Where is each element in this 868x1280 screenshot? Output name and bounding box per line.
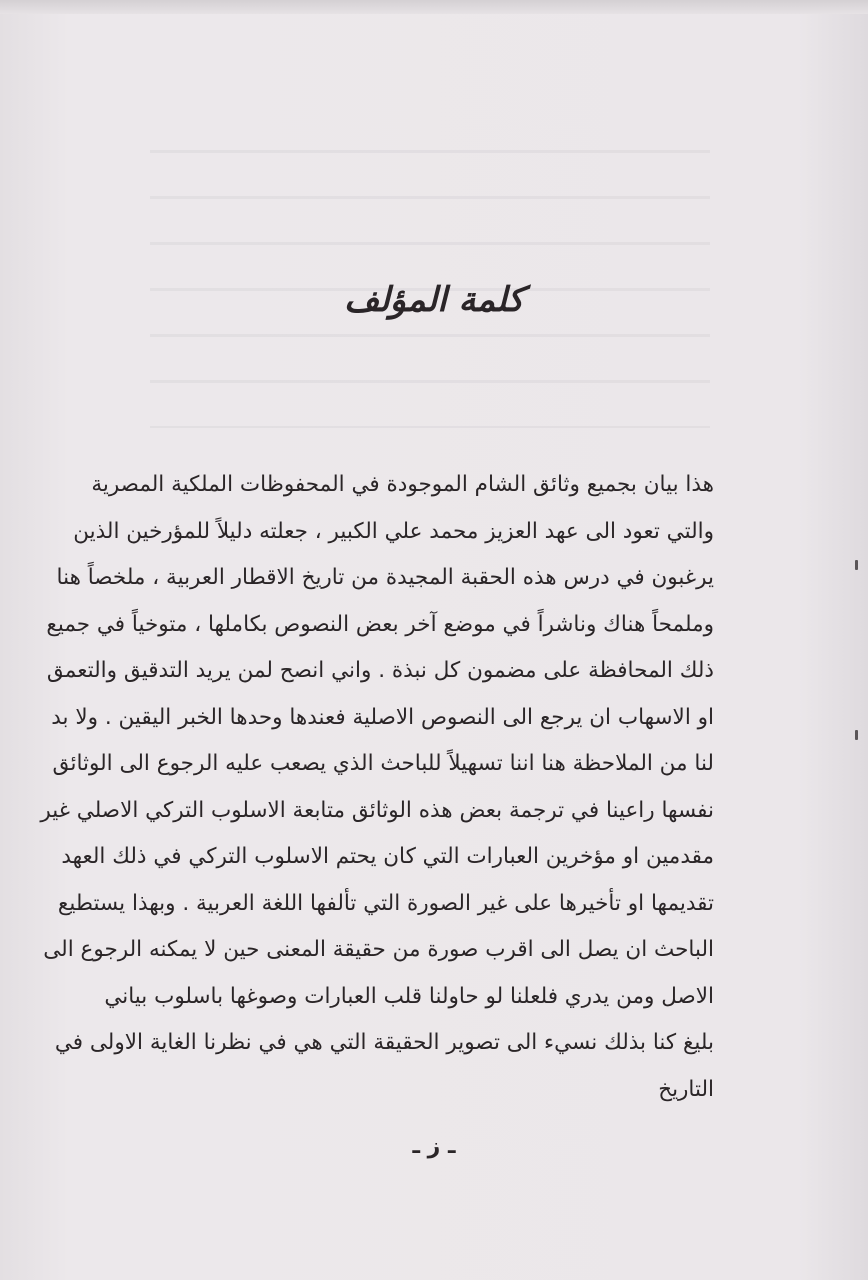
paragraph-line: يرغبون في درس هذه الحقبة المجيدة من تاريخ الاقطار العربية ، ملخصاً هنا — [56, 565, 714, 590]
paragraph-line: هذا بيان بجميع وثائق الشام الموجودة في المحفوظات الملكية المصرية — [91, 472, 714, 497]
paragraph-line: ذلك المحافظة على مضمون كل نبذة . واني انصح لمن يريد التدقيق والتعمق — [46, 658, 714, 683]
paragraph-line: تقديمها او تأخيرها على غير الصورة التي تألفها اللغة العربية . وبهذا يستطيع — [57, 890, 714, 916]
paragraph-line: بليغ كنا بذلك نسيء الى تصوير الحقيقة التي هي في نظرنا الغاية الاولى في — [54, 1030, 714, 1055]
paragraph-line: الاصل ومن يدري فلعلنا لو حاولنا قلب العبارات وصوغها باسلوب بياني — [104, 983, 714, 1009]
paragraph-line: نفسها راعينا في ترجمة بعض هذه الوثائق متابعة الاسلوب التركي الاصلي غير — [40, 797, 714, 823]
paragraph-line: او الاسهاب ان يرجع الى النصوص الاصلية فعندها وحدها الخبر اليقين . ولا بد — [51, 704, 714, 730]
paragraph-line: الباحث ان يصل الى اقرب صورة من حقيقة المعنى حين لا يمكنه الرجوع الى — [43, 937, 714, 962]
margin-mark — [855, 560, 858, 570]
paragraph-line: مقدمين او مؤخرين العبارات التي كان يحتم الاسلوب التركي في ذلك العهد — [61, 844, 714, 869]
paragraph-line: والتي تعود الى عهد العزيز محمد علي الكبير ، جعلته دليلاً للمؤرخين الذين — [73, 518, 714, 544]
bleed-through-band — [150, 128, 710, 428]
margin-mark — [855, 730, 858, 740]
paragraph-line-last: التاريخ — [658, 1076, 714, 1102]
page-number: ـ ز ـ — [412, 1134, 456, 1159]
page-title: كلمة المؤلف — [344, 280, 524, 320]
paragraph-line: لنا من الملاحظة هنا اننا تسهيلاً للباحث الذي يصعب عليه الرجوع الى الوثائق — [52, 751, 714, 776]
page-top-edge — [0, 0, 868, 14]
paragraph-line: وملمحاً هناك وناشراً في موضع آخر بعض النصوص بكاملها ، متوخياً في جميع — [46, 611, 714, 637]
author-foreword-paragraph — [40, 462, 714, 1113]
